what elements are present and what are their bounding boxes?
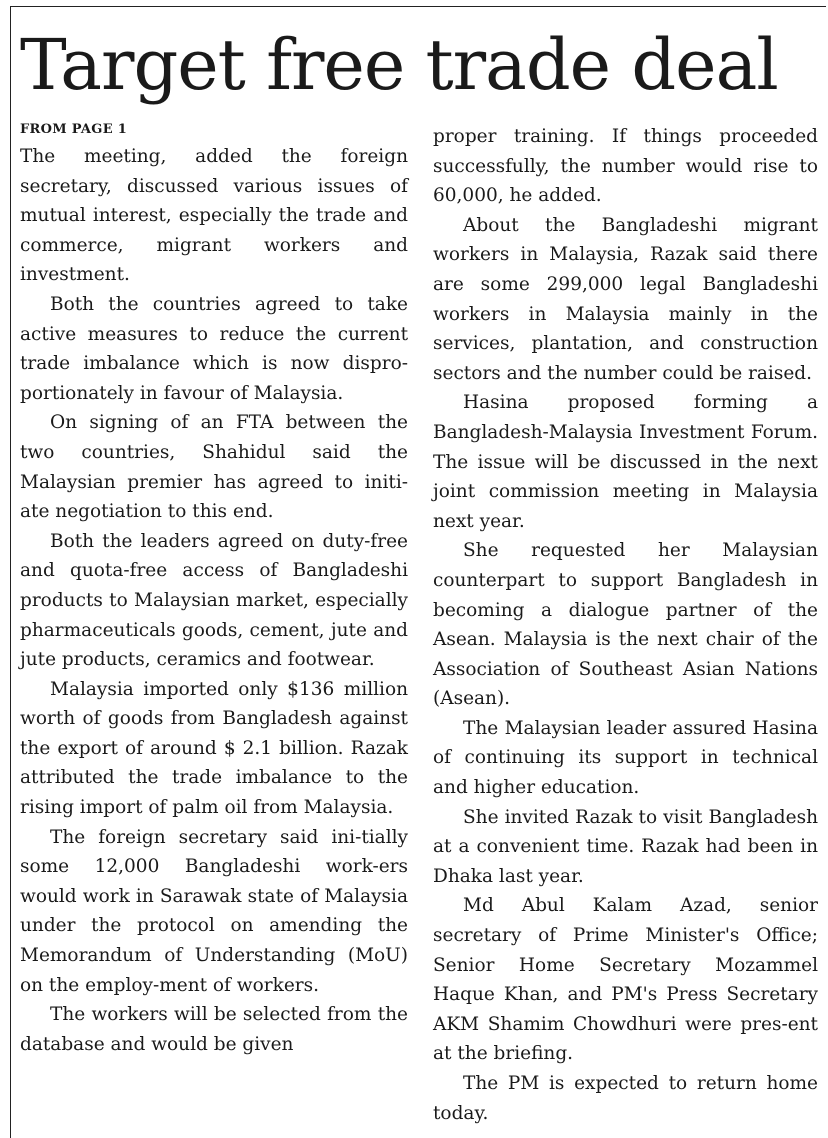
- paragraph: Md Abul Kalam Azad, senior secretary of Prime Minister's Office; Senior Home Secretary Mozammel Haque Khan, and PM's Press Secretary AKM Shamim Chowdhuri were pres-ent at the briefing.: [433, 895, 818, 1065]
- paragraph: She requested her Malaysian counterpart to support Bangladesh in becoming a dialogue partner of the Asean. Malaysia is the next chair of the Association of Southeast Asian Nations (Asean).: [433, 540, 818, 710]
- paragraph: The workers will be selected from the database and would be given: [20, 1004, 408, 1055]
- paragraph: The PM is expected to return home today.: [433, 1073, 818, 1124]
- right-column: [433, 122, 818, 1128]
- paragraph: Hasina proposed forming a Bangladesh-Malaysia Investment Forum. The issue will be discussed in the next joint commission meeting in Malaysia next year.: [433, 392, 818, 532]
- paragraph: The Malaysian leader assured Hasina of continuing its support in technical and higher education.: [433, 717, 818, 799]
- paragraph: She invited Razak to visit Bangladesh at a convenient time. Razak had been in Dhaka last year.: [433, 806, 818, 887]
- left-rule: [10, 6, 11, 1138]
- paragraph: On signing of an FTA between the two countries, Shahidul said the Malaysian premier has agreed to initi-ate negotiation to this end.: [20, 412, 408, 523]
- kicker-from-page: FROM PAGE 1: [20, 122, 128, 137]
- paragraph: Both the countries agreed to take active measures to reduce the current trade imbalance which is now dispro-portionately in favour of Malaysia.: [20, 293, 408, 404]
- headline: Target free trade deal: [20, 24, 778, 106]
- paragraph: Malaysia imported only $136 million worth of goods from Bangladesh against the export of around $ 2.1 billion. Razak attributed the trade imbalance to the rising import of palm oil from Malaysia.: [20, 678, 408, 819]
- paragraph: The meeting, added the foreign secretary, discussed various issues of mutual interest, especially the trade and commerce, migrant workers and investment.: [20, 146, 408, 286]
- paragraph: proper training. If things proceeded successfully, the number would rise to 60,000, he added.: [433, 126, 818, 207]
- top-rule: [10, 6, 826, 7]
- left-column: [20, 120, 408, 1059]
- paragraph: Both the leaders agreed on duty-free and quota-free access of Bangladeshi products to Malaysian market, especially pharmaceuticals goods, cement, jute and jute products, ceramics and footwear.: [20, 530, 408, 671]
- paragraph: About the Bangladeshi migrant workers in Malaysia, Razak said there are some 299,000 legal Bangladeshi workers in Malaysia mainly in the services, plantation, and construction sectors and the number could be raised.: [433, 214, 818, 384]
- paragraph: The foreign secretary said ini-tially some 12,000 Bangladeshi work-ers would work in Sarawak state of Malaysia under the protocol on amending the Memorandum of Understanding (MoU) on the employ-ment of workers.: [20, 826, 408, 996]
